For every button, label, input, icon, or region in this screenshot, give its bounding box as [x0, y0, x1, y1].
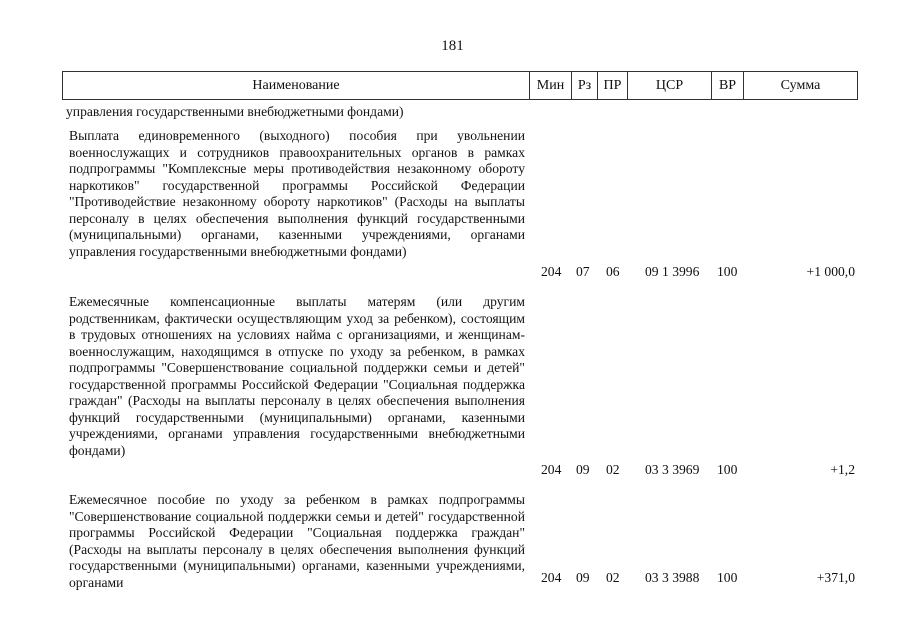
- row-3-csr: 03 3 3988: [645, 570, 700, 585]
- row-1-pr: 06: [606, 264, 620, 279]
- header-name: Наименование: [252, 78, 340, 93]
- row-2-min: 204: [541, 462, 562, 477]
- row-2-rz: 09: [576, 462, 590, 477]
- row-1-min: 204: [541, 264, 562, 279]
- row-1-name: Выплата единовременного (выходного) пособия при увольнении военнослужащих и сотрудников правоохранительных органов в рамках подпрограммы "Комплексные меры противодействия незаконному обороту наркотиков" государственной программы Российской Федерации "Противодействие незаконному обороту наркотиков" (Расходы на выплаты персоналу в целях обеспечения выполнения функций государственными (муниципальными) органами, казенными учреждениями, органами управления государственными внебюджетными фондами): [69, 128, 525, 259]
- carry-over-text: управления государственными внебюджетными фондами): [66, 104, 404, 119]
- row-3-pr: 02: [606, 570, 620, 585]
- row-2-pr: 02: [606, 462, 620, 477]
- page-number: 181: [441, 38, 464, 54]
- row-1-sum: +1 000,0: [806, 264, 855, 279]
- row-1-vr: 100: [717, 264, 738, 279]
- table-header: [62, 71, 858, 100]
- row-1-csr: 09 1 3996: [645, 264, 700, 279]
- header-csr: ЦСР: [627, 72, 711, 99]
- row-3-sum: +371,0: [816, 570, 855, 585]
- row-2-name: Ежемесячные компенсационные выплаты матерям (или другим родственникам, фактически осуществляющим уход за ребенком), состоящим в трудовых отношениях на условиях найма с организациями, и женщинам-военнослужащим, находящимся в отпуске по уходу за ребенком, в рамках подпрограммы "Совершенствование социальной поддержки семьи и детей" государственной программы Российской Федерации "Социальная поддержка граждан" (Расходы на выплаты персоналу в целях обеспечения выполнения функций государственными (муниципальными) органами, казенными учреждениями, органами управления государственными внебюджетными фондами): [69, 294, 525, 458]
- row-2-csr: 03 3 3969: [645, 462, 700, 477]
- row-2-sum: +1,2: [830, 462, 855, 477]
- header-pr: ПР: [597, 72, 627, 99]
- row-3-rz: 09: [576, 570, 590, 585]
- row-3-min: 204: [541, 570, 562, 585]
- row-1-rz: 07: [576, 264, 590, 279]
- header-sum: Сумма: [743, 72, 857, 99]
- header-min: Мин: [529, 72, 571, 99]
- header-vr: ВР: [711, 72, 743, 99]
- row-2-vr: 100: [717, 462, 738, 477]
- row-3-vr: 100: [717, 570, 738, 585]
- header-rz: Рз: [571, 72, 597, 99]
- row-3-name: Ежемесячное пособие по уходу за ребенком в рамках подпрограммы "Совершенствование социальной поддержки семьи и детей" государственной программы Российской Федерации "Социальная поддержка граждан" (Расходы на выплаты персоналу в целях обеспечения выполнения функций государственными (муниципальными) органами, казенными учреждениями, органами: [69, 492, 525, 590]
